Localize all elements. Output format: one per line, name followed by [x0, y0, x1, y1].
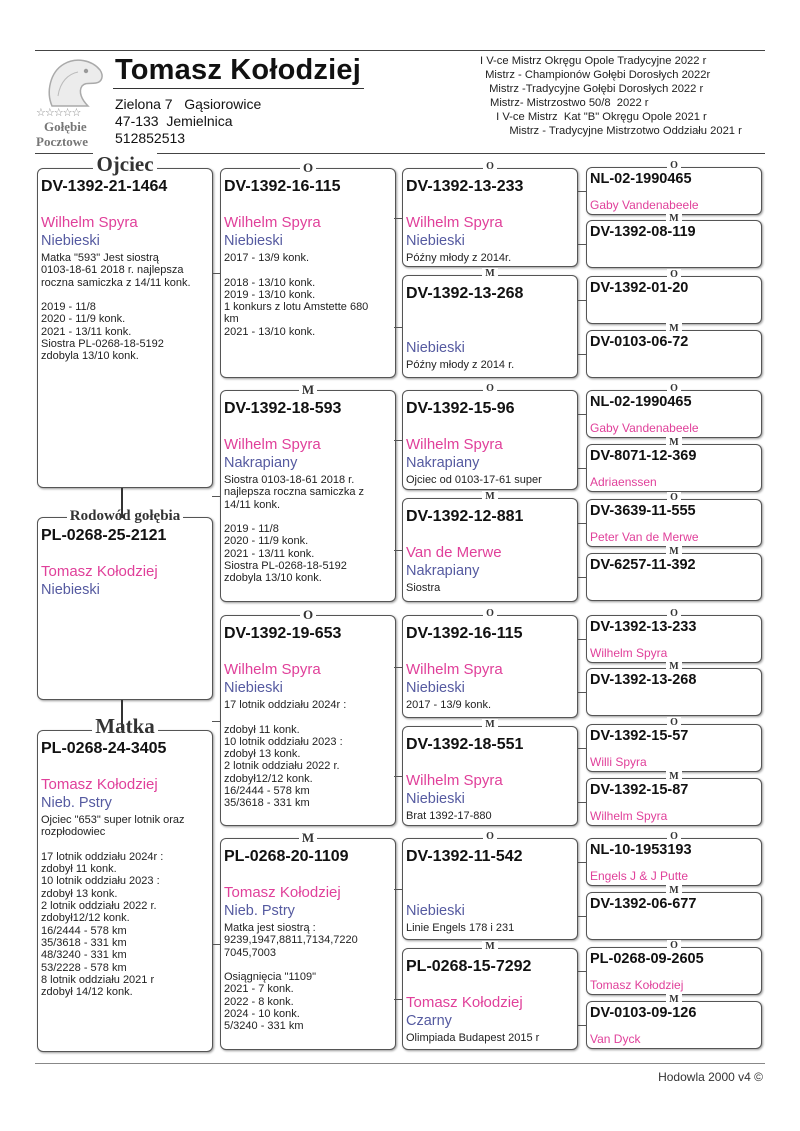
ancestor-card — [586, 437, 762, 492]
connector-line — [578, 414, 586, 415]
pigeon-color: Nieb. Pstry — [41, 795, 112, 811]
owner-name: Tomasz Kołodziej — [115, 54, 361, 86]
breeder-name: Van de Merwe — [406, 544, 502, 561]
ring-number: DV-1392-18-551 — [406, 736, 524, 753]
pigeon-notes: 17 lotnik oddziału 2024r : zdobył 11 konk. 10 lotnik oddziału 2023 : zdobył 13 konk. 2 lotnik oddziału 2022 r. zdobył12/12 konk. 16/2444 - 578 km 35/3618 - 331 km — [224, 699, 347, 810]
ring-number: DV-1392-08-119 — [590, 224, 696, 240]
pigeon-color: Niebieski — [41, 582, 100, 598]
header-top-rule — [35, 50, 765, 51]
ring-number: DV-1392-12-881 — [406, 508, 524, 525]
ring-number: PL-0268-25-2121 — [41, 527, 167, 544]
ancestor-card — [586, 269, 762, 324]
connector-line — [394, 776, 402, 777]
ring-number: DV-6257-11-392 — [590, 557, 696, 573]
breeder-name: Engels J & J Putte — [590, 869, 689, 883]
connector-line — [394, 218, 402, 219]
ancestor-card — [402, 719, 578, 826]
connector-line — [578, 748, 586, 749]
breeder-name: Tomasz Kołodziej — [590, 978, 684, 992]
connector-line — [578, 577, 586, 578]
pigeon-color: Czarny — [406, 1013, 452, 1029]
connector-line — [578, 862, 586, 863]
ring-number: DV-1392-13-268 — [590, 672, 697, 688]
ancestor-card — [402, 491, 578, 602]
ring-number: PL-0268-24-3405 — [41, 740, 167, 757]
ring-number: DV-1392-18-593 — [224, 400, 342, 417]
award-item: I V-ce Mistrz Kat "B" Okręgu Opole 2021 r — [493, 111, 707, 123]
connector-line — [578, 916, 586, 917]
phone-number: 512852513 — [115, 130, 186, 146]
card-label-text: M — [666, 771, 681, 782]
pigeon-color: Nakrapiany — [406, 563, 480, 579]
pigeon-notes: Późny młody z 2014r. — [406, 252, 512, 264]
ancestor-card — [586, 608, 762, 663]
card-label-text: O — [483, 161, 497, 172]
breeder-name: Wilhelm Spyra — [41, 214, 138, 231]
breeder-name: Gaby Vandenabeele — [590, 421, 699, 435]
ring-number: PL-0268-15-7292 — [406, 958, 532, 975]
card-label-text: O — [667, 717, 681, 728]
ancestor-card — [402, 608, 578, 718]
card-label — [403, 491, 577, 503]
connector-line — [578, 971, 586, 972]
ring-number: DV-0103-06-72 — [590, 334, 689, 350]
connector-line — [212, 496, 220, 497]
ancestor-card — [402, 268, 578, 378]
card-label — [403, 383, 577, 395]
pigeon-color: Niebieski — [406, 903, 465, 919]
pigeon-color: Niebieski — [406, 680, 465, 696]
award-item: I V-ce Mistrz Okręgu Opole Tradycyjne 2022 r — [480, 55, 707, 67]
ring-number: DV-1392-16-115 — [224, 178, 341, 195]
connector-line — [578, 300, 586, 301]
pigeon-color: Niebieski — [406, 791, 465, 807]
ancestor-card — [586, 492, 762, 547]
pigeon-notes: Ojciec "653" super lotnik oraz rozpłodowiec 17 lotnik oddziału 2024r : zdobył 11 konk. 10 lotnik oddziału 2023 : zdobył 13 konk. 2 lotnik oddziału 2022 r. zdobył12/12 konk. 16/2444 - 578 km 35/3618 - 331 km 48/3240 - 331 km 53/2228 - 578 km 8 lotnik oddziału 2021 r zdobył 14/12 konk. — [41, 814, 185, 999]
ring-number: DV-1392-15-57 — [590, 728, 689, 744]
address-street: Zielona 7 Gąsiorowice — [115, 96, 262, 112]
card-label-text: O — [300, 160, 316, 175]
breeder-name: Wilhelm Spyra — [406, 772, 503, 789]
ring-number: NL-10-1953193 — [590, 842, 692, 858]
connector-line — [578, 468, 586, 469]
ring-number: NL-02-1990465 — [590, 171, 692, 187]
pigeon-notes: Matka jest siostrą : 9239,1947,8811,7134,7220 7045,7003 Osiągnięcia "1109" 2021 - 7 konk. 2022 - 8 konk. 2024 - 10 konk. 5/3240 - 331 km — [224, 922, 358, 1033]
pigeon-head-icon — [42, 56, 106, 108]
owner-underline — [113, 88, 364, 89]
pigeon-notes: Późny młody z 2014 r. — [406, 359, 515, 371]
connector-line — [394, 999, 402, 1000]
connector-line — [394, 440, 402, 441]
ring-number: DV-1392-06-677 — [590, 896, 697, 912]
mother-card — [37, 714, 213, 1052]
ring-number: DV-1392-13-233 — [590, 619, 697, 635]
card-label-text: M — [666, 323, 681, 334]
connector-line — [212, 273, 220, 274]
pigeon-notes: Linie Engels 178 i 231 — [406, 922, 515, 934]
ring-number: DV-1392-15-87 — [590, 782, 689, 798]
ancestor-card — [402, 383, 578, 490]
breeder-name: Adriaenssen — [590, 475, 657, 489]
breeder-name: Tomasz Kołodziej — [41, 563, 158, 580]
pigeon-color: Niebieski — [41, 233, 100, 249]
ring-number: DV-8071-12-369 — [590, 448, 697, 464]
ring-number: DV-0103-09-126 — [590, 1005, 697, 1021]
breeder-name: Wilhelm Spyra — [224, 661, 321, 678]
pigeon-color: Nakrapiany — [406, 455, 480, 471]
ring-number: DV-3639-11-555 — [590, 503, 696, 519]
footer-rule — [35, 1063, 765, 1064]
ring-number: DV-1392-13-233 — [406, 178, 524, 195]
ring-number: PL-0268-09-2605 — [590, 951, 704, 967]
pigeon-color: Nakrapiany — [224, 455, 298, 471]
card-label — [403, 719, 577, 731]
card-label — [403, 161, 577, 173]
logo-text: Gołębie — [44, 119, 87, 134]
breeder-name: Tomasz Kołodziej — [224, 884, 341, 901]
pigeon-notes: Siostra — [406, 582, 441, 594]
breeder-name: Peter Van de Merwe — [590, 530, 699, 544]
card-label-text: M — [666, 437, 681, 448]
card-label-text: O — [483, 608, 497, 619]
logo-stars: ☆☆☆☆☆ — [36, 106, 81, 119]
ancestor-card — [586, 940, 762, 995]
breeder-name: Wilhelm Spyra — [406, 214, 503, 231]
ancestor-card — [220, 160, 396, 378]
card-label — [38, 506, 212, 526]
ring-number: NL-02-1990465 — [590, 394, 692, 410]
card-label — [403, 941, 577, 953]
card-label-text: O — [667, 492, 681, 503]
connector-line — [578, 802, 586, 803]
card-label-text: M — [666, 885, 681, 896]
breeder-name: Tomasz Kołodziej — [41, 776, 158, 793]
pigeon-notes: Olimpiada Budapest 2015 r — [406, 1032, 540, 1044]
ancestor-card — [402, 941, 578, 1050]
ancestor-card — [586, 383, 762, 438]
card-label — [221, 380, 395, 400]
ring-number: DV-1392-01-20 — [590, 280, 689, 296]
card-label — [403, 608, 577, 620]
card-label-text: M — [299, 382, 317, 397]
ring-number: DV-1392-21-1464 — [41, 178, 168, 195]
ancestor-card — [586, 885, 762, 940]
connector-line — [578, 692, 586, 693]
pigeon-notes: 2017 - 13/9 konk. — [406, 699, 492, 711]
ancestor-card — [586, 160, 762, 215]
logo — [36, 56, 112, 152]
pigeon-notes: Matka "593" Jest siostrą 0103-18-61 2018 r. najlepsza roczna samiczka z 14/11 konk. 2019 - 11/8 2020 - 11/9 konk. 2021 - 13/11 konk. Siostra PL-0268-18-5192 zdobyla 13/10 konk. — [41, 252, 191, 363]
card-label-text: O — [483, 831, 497, 842]
breeder-name: Gaby Vandenabeele — [590, 198, 699, 212]
pigeon-color: Niebieski — [406, 340, 465, 356]
card-label-text: M — [482, 941, 497, 952]
pigeon-notes: Brat 1392-17-880 — [406, 810, 492, 822]
pigeon-color: Nieb. Pstry — [224, 903, 295, 919]
card-label-text: M — [482, 491, 497, 502]
ring-number: DV-1392-16-115 — [406, 625, 523, 642]
ring-number: PL-0268-20-1109 — [224, 848, 349, 865]
connector-line — [394, 550, 402, 551]
ancestor-card — [586, 213, 762, 268]
card-label-text: M — [482, 719, 497, 730]
ancestor-card — [220, 382, 396, 602]
connector-line — [578, 191, 586, 192]
connector-line — [578, 354, 586, 355]
card-label — [403, 268, 577, 280]
subject-card — [37, 508, 213, 700]
breeder-name: Wilhelm Spyra — [406, 436, 503, 453]
award-item: Mistrz- Mistrzostwo 50/8 2022 r — [490, 97, 649, 109]
card-label-text: O — [300, 607, 316, 622]
card-label-text: O — [667, 940, 681, 951]
card-label — [38, 716, 212, 736]
father-card — [37, 152, 213, 488]
card-label-text: O — [667, 269, 681, 280]
ring-number: DV-1392-19-653 — [224, 625, 342, 642]
pigeon-notes: Ojciec od 0103-17-61 super — [406, 474, 542, 486]
card-label-text: M — [666, 661, 681, 672]
pigeon-color: Niebieski — [406, 233, 465, 249]
breeder-name: Wilhelm Spyra — [590, 809, 668, 823]
address-city: 47-133 Jemielnica — [115, 113, 233, 129]
card-label-text: M — [299, 830, 317, 845]
pigeon-color: Niebieski — [224, 233, 283, 249]
connector-line — [578, 523, 586, 524]
ring-number: DV-1392-15-96 — [406, 400, 515, 417]
connector-line — [578, 1025, 586, 1026]
ancestor-card — [586, 831, 762, 886]
breeder-name: Wilhelm Spyra — [590, 646, 668, 660]
card-label — [38, 154, 212, 174]
ancestor-card — [586, 717, 762, 772]
breeder-name: Willi Spyra — [590, 755, 647, 769]
breeder-name: Wilhelm Spyra — [224, 214, 321, 231]
connector-line — [394, 667, 402, 668]
footer-credit: Hodowla 2000 v4 © — [658, 1070, 763, 1084]
awards-list — [470, 54, 770, 138]
connector-line — [121, 700, 123, 730]
ancestor-card — [402, 161, 578, 267]
ancestor-card — [220, 830, 396, 1050]
breeder-name: Van Dyck — [590, 1032, 641, 1046]
ancestor-card — [586, 661, 762, 716]
card-label-text: O — [483, 383, 497, 394]
logo-text: Pocztowe — [36, 134, 88, 149]
connector-line — [212, 721, 220, 722]
card-label — [221, 158, 395, 178]
card-label-text: Rodowód gołębia — [67, 508, 183, 524]
card-label-text: O — [667, 608, 681, 619]
breeder-name: Tomasz Kołodziej — [406, 994, 523, 1011]
ancestor-card — [586, 994, 762, 1049]
card-label — [221, 605, 395, 625]
award-item: Mistrz - Championów Gołębi Dorosłych 2022r — [482, 69, 711, 81]
card-label-text: O — [667, 160, 681, 171]
ring-number: DV-1392-11-542 — [406, 848, 523, 865]
breeder-name: Wilhelm Spyra — [224, 436, 321, 453]
ring-number: DV-1392-13-268 — [406, 285, 524, 302]
connector-line — [394, 889, 402, 890]
card-label — [403, 831, 577, 843]
connector-line — [578, 244, 586, 245]
card-label — [221, 828, 395, 848]
ancestor-card — [220, 607, 396, 826]
ancestor-card — [402, 831, 578, 940]
connector-line — [578, 639, 586, 640]
connector-line — [212, 944, 220, 945]
ancestor-card — [586, 771, 762, 826]
card-label-text: M — [666, 994, 681, 1005]
card-label-text: M — [482, 268, 497, 279]
card-label-text: M — [666, 213, 681, 224]
award-item: Mistrz - Tradycyjne Mistrzotwo Oddziału 2021 r — [500, 125, 742, 137]
award-item: Mistrz -Tradycyjne Gołębi Dorosłych 2022 r — [486, 83, 704, 95]
card-label-text: Matka — [92, 714, 158, 738]
card-label-text: M — [666, 546, 681, 557]
connector-line — [394, 327, 402, 328]
pigeon-color: Niebieski — [224, 680, 283, 696]
connector-line — [121, 488, 123, 518]
card-label-text: O — [667, 831, 681, 842]
card-label-text: O — [667, 383, 681, 394]
pigeon-notes: Siostra 0103-18-61 2018 r. najlepsza roczna samiczka z 14/11 konk. 2019 - 11/8 2020 - 11/9 konk. 2021 - 13/11 konk. Siostra PL-0268-18-5192 zdobyla 13/10 konk. — [224, 474, 365, 585]
card-label-text: Ojciec — [93, 152, 156, 176]
ancestor-card — [586, 323, 762, 378]
breeder-name: Wilhelm Spyra — [406, 661, 503, 678]
pigeon-notes: 2017 - 13/9 konk. 2018 - 13/10 konk. 2019 - 13/10 konk. 1 konkurs z lotu Amstette 680 km 2021 - 13/10 konk. — [224, 252, 369, 338]
ancestor-card — [586, 546, 762, 601]
